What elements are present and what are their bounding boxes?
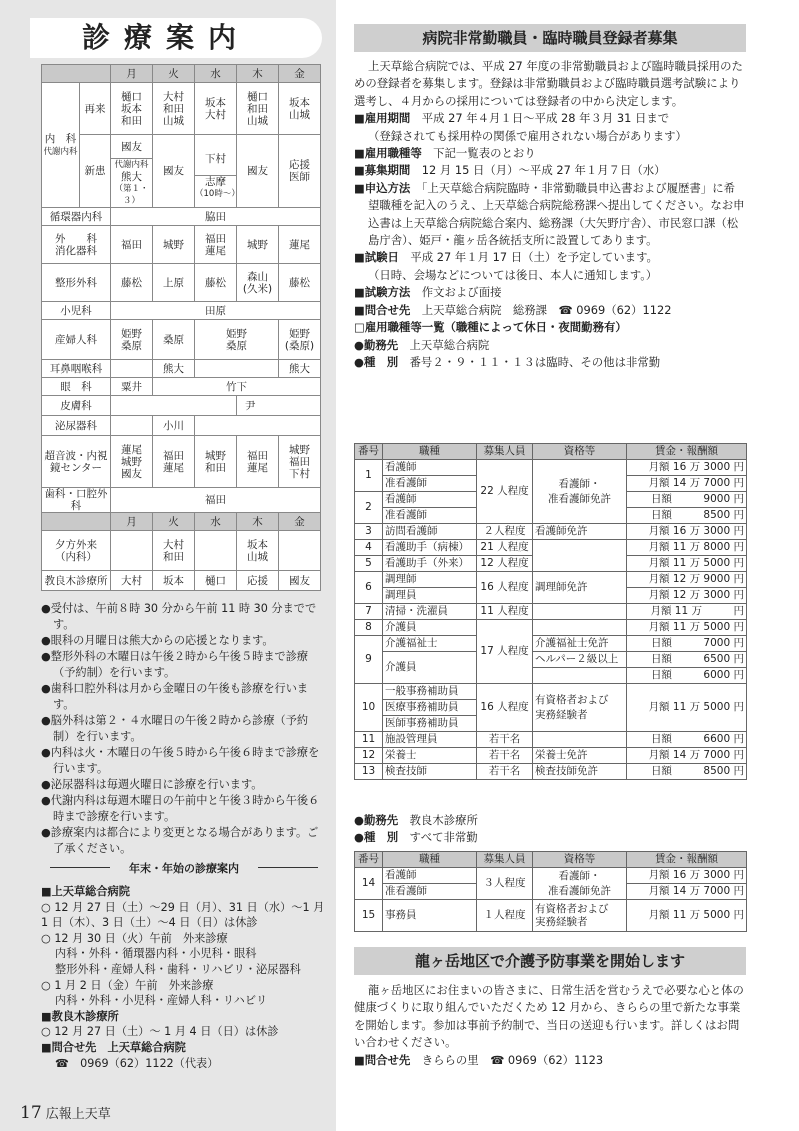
- td: 介護福祉士: [383, 636, 477, 652]
- jobs-table: [354, 443, 747, 780]
- cell: 國友: [237, 135, 279, 208]
- td: 16 人程度: [477, 684, 533, 732]
- th: 賃金・報酬額: [627, 852, 747, 868]
- td: 22 人程度: [477, 460, 533, 524]
- td: 有資格者および 実務経験者: [533, 684, 627, 732]
- td: 清掃・洗濯員: [383, 604, 477, 620]
- cell: [195, 360, 279, 378]
- cell: 藤松: [111, 264, 153, 302]
- dept-junkan: 循環器内科: [42, 208, 111, 226]
- dept-sanfu: 産婦人科: [42, 320, 111, 360]
- day-fri: 金: [279, 513, 321, 531]
- td: ２人程度: [477, 524, 533, 540]
- td: 若干名: [477, 764, 533, 780]
- cell: 坂本 山城: [279, 83, 321, 135]
- cell: 熊大: [153, 360, 195, 378]
- td: 看護師・ 准看護師免許: [533, 460, 627, 524]
- dept-shika: 歯科・口腔外科: [42, 488, 111, 513]
- td: [533, 620, 627, 636]
- td: 月額 11 万 5000 円: [627, 900, 747, 932]
- td: 医師事務補助員: [383, 716, 477, 732]
- td: 6: [355, 572, 383, 604]
- note: ●整形外科の木曜日は午後２時から午後５時まで診療（予約制）を行います。: [41, 650, 309, 679]
- td: [533, 668, 627, 684]
- td: 介護福祉士免許: [533, 636, 627, 652]
- cell: 田原: [111, 302, 321, 320]
- th: 番号: [355, 852, 383, 868]
- td: 看護助手（病棟）: [383, 540, 477, 556]
- dept-hinyo: 泌尿器科: [42, 416, 111, 436]
- kyora-info: [354, 812, 746, 847]
- dept-shoni: 小児科: [42, 302, 111, 320]
- td: 月額 16 万 3000 円: [627, 524, 747, 540]
- td: 日額 9000 円: [627, 492, 747, 508]
- td: 准看護師: [383, 508, 477, 524]
- dept-ganka: 眼 科: [42, 378, 111, 396]
- td: 月額 16 万 3000 円: [627, 460, 747, 476]
- day-thu: 木: [237, 513, 279, 531]
- recruit-item: ■雇用職種等 下記一覧表のとおり: [354, 146, 536, 161]
- td: [533, 604, 627, 620]
- day-wed: 水: [195, 65, 237, 83]
- td: 介護員: [383, 620, 477, 636]
- day-fri: 金: [279, 65, 321, 83]
- cell: [111, 531, 153, 571]
- recruit-item: ■募集期間 12 月 15 日（月）～平成 27 年１月７日（水）: [354, 163, 666, 178]
- cell: 福田 蓮尾: [153, 436, 195, 488]
- schedule-table: [41, 64, 321, 591]
- td: 16 人程度: [477, 572, 533, 604]
- cell: 福田: [111, 488, 321, 513]
- recruit-item: ■問合せ先 上天草総合病院 総務課 ☎ 0969（62）1122: [354, 302, 672, 317]
- yearend-section: [41, 884, 326, 1071]
- cell: 上原: [153, 264, 195, 302]
- yearend-line: ■上天草総合病院: [41, 885, 130, 898]
- td: [533, 540, 627, 572]
- cell: 城野: [153, 226, 195, 264]
- note: ●脳外科は第２・４水曜日の午後２時から診療（予約制）を行います。: [41, 714, 309, 743]
- td: 7: [355, 604, 383, 620]
- td: 訪問看護師: [383, 524, 477, 540]
- dept-kyora: 教良木診療所: [42, 571, 111, 591]
- td: 13: [355, 764, 383, 780]
- cell: 大村 和田: [153, 531, 195, 571]
- td: 看護助手（外来）: [383, 556, 477, 572]
- recruit-item: ●勤務先 上天草総合病院: [354, 337, 490, 352]
- yearend-line: ■教良木診療所: [41, 1009, 119, 1023]
- yearend-heading: 年末・年始の診療案内: [50, 860, 318, 876]
- td: 月額 16 万 3000 円: [627, 868, 747, 884]
- th: 資格等: [533, 852, 627, 868]
- cell: [111, 416, 153, 436]
- cell: 尹: [237, 396, 321, 416]
- cell: 応援: [237, 571, 279, 591]
- td: 一般事務補助員: [383, 684, 477, 700]
- cell: 樋口 坂本 和田: [111, 83, 153, 135]
- care-text: 龍ヶ岳地区にお住まいの皆さまに、日常生活を営むうえで必要な心と体の健康づくりに取り組んでいただくため 12 月から、きららの里で新たな事業を開始します。参加は事前予約制で、当日の送迎も行います。詳しくはお問い合わせください。: [354, 983, 744, 1050]
- recruit-item: ■試験日 平成 27 年１月 17 日（土）を予定しています。: [354, 250, 658, 265]
- td: 有資格者および 実務経験者: [533, 900, 627, 932]
- td: ヘルパー２級以上: [533, 652, 627, 668]
- yearend-line: ○ 12 月 27 日（土）～29 日（月）、31 日（水）～1 月 1 日（木）、3 日（土）～4 日（日）は休診: [41, 900, 325, 930]
- dept-echo: 超音波・内視 鏡センター: [42, 436, 111, 488]
- day-tue: 火: [153, 513, 195, 531]
- cell: 桑原: [153, 320, 195, 360]
- cell: 城野 和田: [195, 436, 237, 488]
- td: 介護員: [383, 652, 477, 684]
- cell: [195, 416, 321, 436]
- td: 看護師: [383, 492, 477, 508]
- day-thu: 木: [237, 65, 279, 83]
- yearend-line: 内科・外科・循環器内科・小児科・眼科: [55, 947, 257, 961]
- yearend-line: ☎ 0969（62）1122（代表）: [55, 1056, 219, 1070]
- td: 若干名: [477, 748, 533, 764]
- corner-cell: [42, 513, 111, 531]
- yearend-line: 内科・外科・小児科・産婦人科・リハビリ: [55, 994, 268, 1008]
- recruit-item: ●種 別 番号２・９・１１・１３は臨時、その他は非常勤: [354, 354, 661, 369]
- recruit-heading: 病院非常勤職員・臨時職員登録者募集: [354, 24, 746, 52]
- th: 番号: [355, 444, 383, 460]
- cell: 粟井: [111, 378, 153, 396]
- td: 17 人程度: [477, 620, 533, 684]
- cell: 國友: [279, 571, 321, 591]
- yearend-line: 整形外科・産婦人科・歯科・リハビリ・泌尿器科: [55, 962, 301, 976]
- td: 准看護師: [383, 884, 477, 900]
- td: 日額 7000 円: [627, 636, 747, 652]
- td: 看護師免許: [533, 524, 627, 540]
- page-number: 17: [20, 1103, 42, 1123]
- td: 2: [355, 492, 383, 524]
- td: 若干名: [477, 732, 533, 748]
- td: 看護師: [383, 868, 477, 884]
- dept-yugata: 夕方外来 （内科）: [42, 531, 111, 571]
- dept-geka: 外 科 消化器科: [42, 226, 111, 264]
- td: 月額 11 万 円: [627, 604, 747, 620]
- cell: 蓮尾 城野 國友: [111, 436, 153, 488]
- td: 8: [355, 620, 383, 636]
- cell: [111, 396, 237, 416]
- td: 5: [355, 556, 383, 572]
- cell: 藤松: [195, 264, 237, 302]
- cell: 福田 蓮尾: [195, 226, 237, 264]
- yearend-line: ○ 12 月 27 日（土）～ 1 月 4 日（日）は休診: [41, 1025, 279, 1039]
- page-footer: [20, 1103, 111, 1123]
- td: 検査技師免許: [533, 764, 627, 780]
- jobs-table-kyora: [354, 851, 747, 932]
- day-mon: 月: [111, 65, 153, 83]
- td: 10: [355, 684, 383, 732]
- td: 調理師: [383, 572, 477, 588]
- td: 栄養士: [383, 748, 477, 764]
- page-title: 診療案内: [30, 18, 322, 58]
- td: 日額 6000 円: [627, 668, 747, 684]
- cell: 城野: [237, 226, 279, 264]
- publication-name: 広報上天草: [45, 1107, 111, 1122]
- recruit-body: [354, 58, 746, 371]
- cell: 竹下: [153, 378, 321, 396]
- cell: 坂本 大村: [195, 83, 237, 135]
- td: 調理師免許: [533, 572, 627, 604]
- cell: 坂本: [153, 571, 195, 591]
- td: 日額 6500 円: [627, 652, 747, 668]
- cell: 福田 蓮尾: [237, 436, 279, 488]
- td: 看護師: [383, 460, 477, 476]
- cell: 樋口: [195, 571, 237, 591]
- th: 賃金・報酬額: [627, 444, 747, 460]
- day-tue: 火: [153, 65, 195, 83]
- cell-wed-new: 下村 志摩 （10時～）: [195, 135, 237, 208]
- td: 21 人程度: [477, 540, 533, 556]
- note: ●診療案内は都合により変更となる場合があります。ご了承ください。: [41, 826, 319, 855]
- note: ●代謝内科は毎週木曜日の午前中と午後３時から午後６時まで診療を行います。: [41, 794, 320, 823]
- cell: 姫野 桑原: [195, 320, 279, 360]
- recruit-intro: 上天草総合病院では、平成 27 年度の非常勤職員および臨時職員採用のための登録者を募集します。登録は非常勤職員および臨時職員選考試験により選考し、４月からの採用については登録者の中から決定します。: [354, 59, 743, 108]
- td: １人程度: [477, 900, 533, 932]
- cell: 姫野 桑原: [111, 320, 153, 360]
- td: 事務員: [383, 900, 477, 932]
- cell: 坂本 山城: [237, 531, 279, 571]
- td: 1: [355, 460, 383, 492]
- td: 日額 6600 円: [627, 732, 747, 748]
- td: 日額 8500 円: [627, 764, 747, 780]
- cell: 福田: [111, 226, 153, 264]
- note: ●受付は、午前８時 30 分から午前 11 時 30 分までです。: [41, 602, 317, 631]
- cell: 小川: [153, 416, 195, 436]
- kyora-item: ●種 別 すべて非常勤: [354, 830, 478, 845]
- td: ３人程度: [477, 868, 533, 900]
- note: ●眼科の月曜日は熊大からの応援となります。: [41, 634, 274, 647]
- td: 月額 14 万 7000 円: [627, 884, 747, 900]
- td: 12: [355, 748, 383, 764]
- recruit-item: ■雇用期間 平成 27 年４月１日～平成 28 年３月 31 日まで: [354, 111, 670, 126]
- dept-jibi: 耳鼻咽喉科: [42, 360, 111, 378]
- dept-hifu: 皮膚科: [42, 396, 111, 416]
- th: 資格等: [533, 444, 627, 460]
- th: 募集人員: [477, 444, 533, 460]
- cell: 國友: [153, 135, 195, 208]
- td: 月額 11 万 5000 円: [627, 684, 747, 732]
- cell: 姫野 (桑原): [279, 320, 321, 360]
- recruit-item: □雇用職種等一覧（職種によって休日・夜間勤務有）: [354, 320, 627, 335]
- notes-list: [41, 601, 323, 857]
- care-body: [354, 982, 746, 1069]
- recruit-item: （日時、会場などについては後日、本人に通知します。）: [368, 267, 658, 282]
- td: 月額 12 万 9000 円: [627, 572, 747, 588]
- td: 施設管理員: [383, 732, 477, 748]
- cell: 大村 和田 山城: [153, 83, 195, 135]
- td: 月額 11 万 8000 円: [627, 540, 747, 556]
- td: 14: [355, 868, 383, 900]
- td: [533, 732, 627, 748]
- th: 職種: [383, 852, 477, 868]
- td: 4: [355, 540, 383, 556]
- yearend-line: ○ 12 月 30 日（火）午前 外来診療: [41, 931, 228, 945]
- cell: 藤松: [279, 264, 321, 302]
- td: 栄養士免許: [533, 748, 627, 764]
- care-contact: ■問合せ先 きららの里 ☎ 0969（62）1123: [354, 1052, 604, 1067]
- label-saiki: 再来: [80, 83, 111, 135]
- cell: 脇田: [111, 208, 321, 226]
- cell: [111, 360, 153, 378]
- note: ●歯科口腔外科は月から金曜日の午後も診療を行います。: [41, 682, 309, 711]
- cell-mon-new: 國友 代謝内科 熊大 （第１・３）: [111, 135, 153, 208]
- recruit-item: ■申込方法 「上天草総合病院臨時・非常勤職員申込書および履歴書」に希望職種を記入のうえ、上天草総合病院総務課へ提出してください。なお申込書は上天草総合病院総合案内、総務課（大矢野庁舎）、市民窓口課（松島庁舎）、姫戸・龍ヶ岳各統括支所に設置してあります。: [354, 180, 745, 248]
- cell: [279, 531, 321, 571]
- recruit-item: ■試験方法 作文および面接: [354, 285, 502, 300]
- td: 3: [355, 524, 383, 540]
- kyora-item: ●勤務先 教良木診療所: [354, 813, 478, 827]
- td: 11: [355, 732, 383, 748]
- note: ●泌尿器科は毎週火曜日に診療を行います。: [41, 778, 263, 791]
- label-shinkan: 新患: [80, 135, 111, 208]
- td: 調理員: [383, 588, 477, 604]
- care-heading: 龍ヶ岳地区で介護予防事業を開始します: [354, 947, 746, 975]
- td: 月額 14 万 7000 円: [627, 748, 747, 764]
- yearend-line: ○ 1 月 2 日（金）午前 外来診療: [41, 978, 214, 992]
- note: ●内科は火・木曜日の午後５時から午後６時まで診療を行います。: [41, 746, 320, 775]
- cell: [195, 531, 237, 571]
- td: 月額 14 万 7000 円: [627, 476, 747, 492]
- cell: 蓮尾: [279, 226, 321, 264]
- th: 募集人員: [477, 852, 533, 868]
- yearend-line: ■問合せ先 上天草総合病院: [41, 1040, 186, 1054]
- dept-seikei: 整形外科: [42, 264, 111, 302]
- th: 職種: [383, 444, 477, 460]
- td: 准看護師: [383, 476, 477, 492]
- cell: 熊大: [279, 360, 321, 378]
- cell: 城野 福田 下村: [279, 436, 321, 488]
- td: 医療事務補助員: [383, 700, 477, 716]
- td: 検査技師: [383, 764, 477, 780]
- td: 看護師・ 准看護師免許: [533, 868, 627, 900]
- dept-naika: 内 科 代謝内科: [42, 83, 80, 208]
- recruit-item: （登録されても採用枠の関係で雇用されない場合があります）: [368, 128, 687, 143]
- cell: 大村: [111, 571, 153, 591]
- day-mon: 月: [111, 513, 153, 531]
- td: 月額 11 万 5000 円: [627, 556, 747, 572]
- cell: 樋口 和田 山城: [237, 83, 279, 135]
- td: 9: [355, 636, 383, 684]
- cell: 応援 医師: [279, 135, 321, 208]
- corner-cell: [42, 65, 111, 83]
- td: 11 人程度: [477, 604, 533, 620]
- td: 12 人程度: [477, 556, 533, 572]
- td: 15: [355, 900, 383, 932]
- td: 日額 8500 円: [627, 508, 747, 524]
- td: 月額 11 万 5000 円: [627, 620, 747, 636]
- td: 月額 12 万 3000 円: [627, 588, 747, 604]
- cell: 森山 (久米): [237, 264, 279, 302]
- day-wed: 水: [195, 513, 237, 531]
